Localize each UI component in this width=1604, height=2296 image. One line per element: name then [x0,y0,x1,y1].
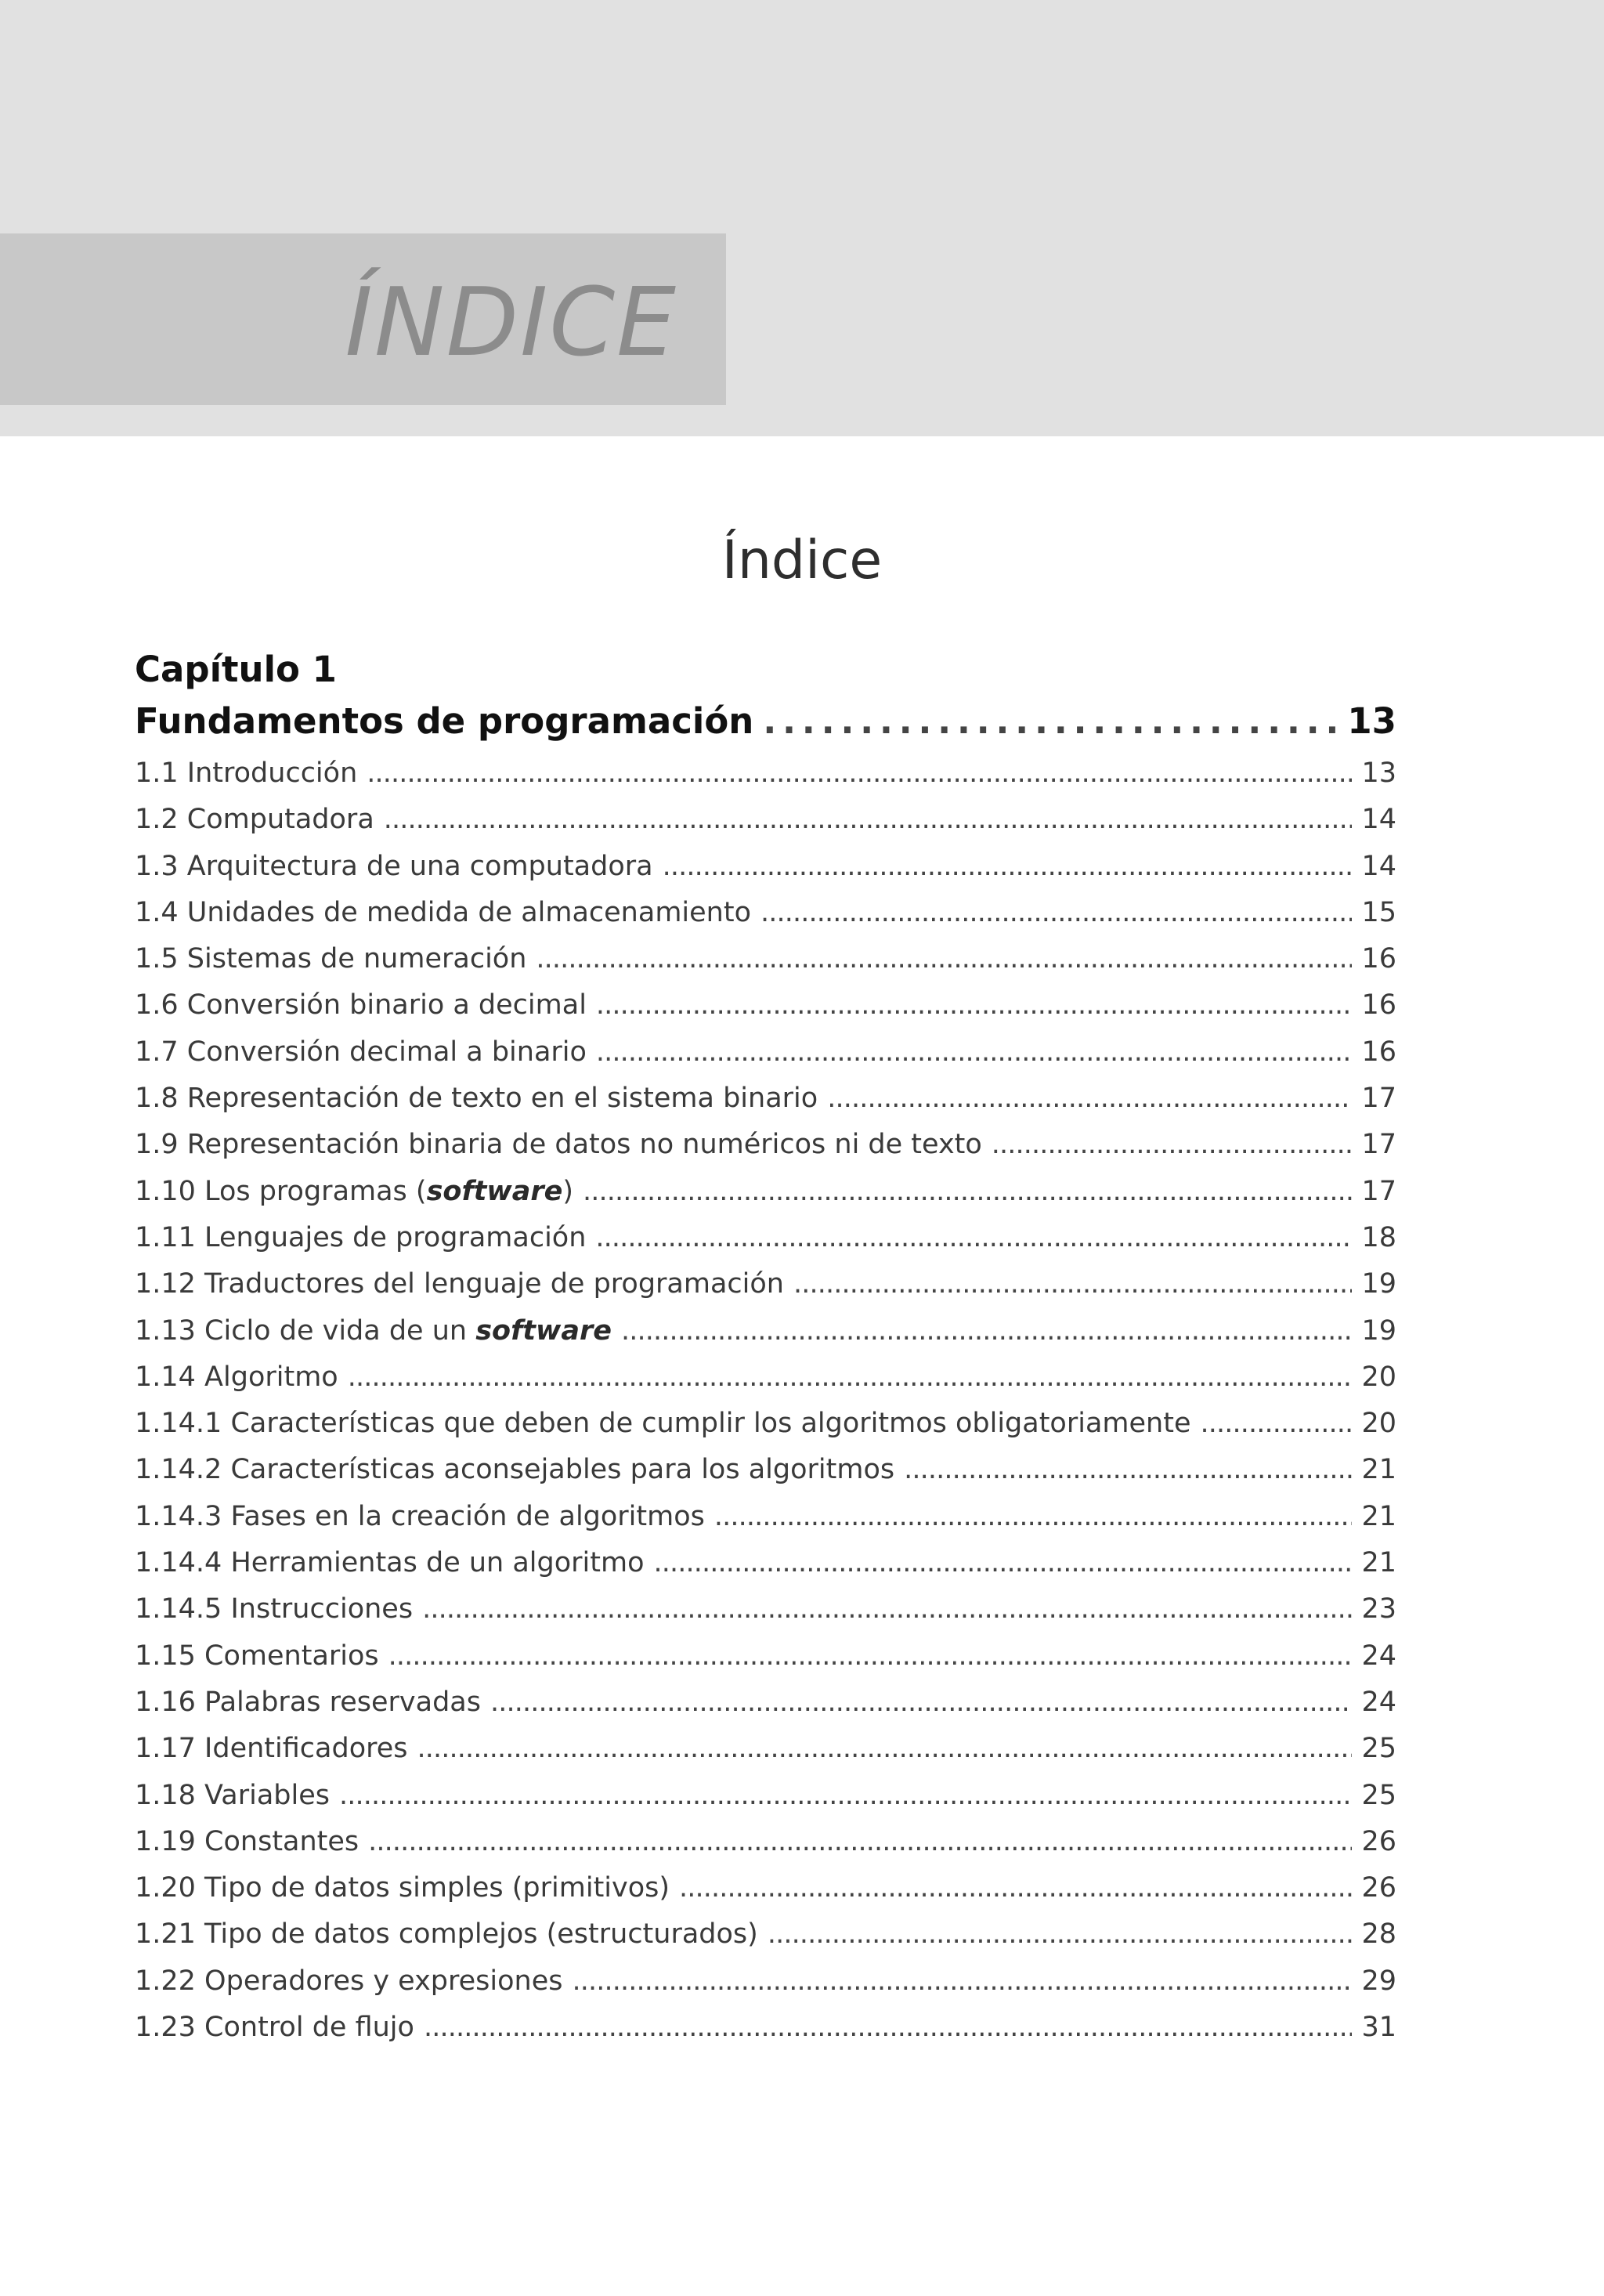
dot-leader [348,1354,1352,1401]
toc-entry-title: 1.9 Representación binaria de datos no numéricos ni de texto [135,1129,982,1161]
toc-entry-title-before: 1.13 Ciclo de vida de un [135,1314,476,1347]
toc-entry-title [135,1308,612,1354]
chapter-number: Capítulo 1 [135,649,337,690]
toc-entry-title: 1.7 Conversión decimal a binario [135,1036,587,1068]
dot-leader [573,1958,1353,2005]
toc-entry-title-emphasis: software [426,1175,563,1207]
dot-leader [384,797,1352,843]
toc-entry-title-before: 1.10 Los programas ( [135,1175,427,1207]
toc-entry-title: 1.21 Tipo de datos complejos (estructurados) [135,1918,758,1951]
toc-entry[interactable] [135,750,1396,797]
toc-entry-page: 19 [1361,1268,1396,1300]
toc-entry[interactable] [135,1958,1396,2005]
dot-leader [490,1680,1352,1726]
dot-leader [388,1633,1352,1680]
toc-entry-title: 1.14.2 Características aconsejables para los algoritmos [135,1454,895,1486]
table-of-contents [135,644,1396,2051]
toc-entry[interactable] [135,1447,1396,1493]
toc-entry-title: 1.16 Palabras reservadas [135,1686,481,1718]
dot-leader [904,1447,1352,1493]
dot-leader [714,1494,1352,1540]
toc-entry-title: 1.14.1 Características que deben de cumplir los algoritmos obligatoriamente [135,1408,1191,1440]
dot-leader [595,1215,1352,1261]
dot-leader [422,1586,1352,1633]
toc-entry[interactable] [135,1029,1396,1076]
toc-entry[interactable] [135,1354,1396,1401]
toc-entry[interactable] [135,1401,1396,1447]
toc-entry[interactable] [135,1726,1396,1772]
dot-leader [583,1169,1352,1215]
toc-entry-title: 1.17 Identificadores [135,1733,408,1765]
toc-entry-page: 24 [1361,1686,1396,1718]
toc-entry-title-emphasis: software [475,1314,612,1347]
toc-entry[interactable] [135,1680,1396,1726]
toc-entry-page: 25 [1361,1779,1396,1811]
dot-leader [768,1911,1352,1958]
toc-entry-title: 1.2 Computadora [135,804,374,836]
toc-entry[interactable] [135,844,1396,890]
toc-entry-title [135,1169,573,1215]
dot-leader [793,1261,1352,1307]
dot-leader [367,750,1352,797]
toc-entry-title: 1.14.3 Fases en la creación de algoritmos [135,1500,705,1532]
toc-entry-title: 1.6 Conversión binario a decimal [135,989,587,1021]
toc-entry-page: 29 [1361,1965,1396,1997]
dot-leader [417,1726,1352,1772]
toc-entry-title: 1.3 Arquitectura de una computadora [135,850,653,882]
toc-entry-page: 16 [1361,1036,1396,1068]
toc-entry[interactable] [135,982,1396,1029]
toc-entry-page: 26 [1361,1872,1396,1904]
toc-entry[interactable] [135,797,1396,843]
toc-entry[interactable] [135,1169,1396,1215]
dot-leader [679,1865,1352,1911]
toc-entry-title: 1.4 Unidades de medida de almacenamiento [135,896,751,928]
dot-leader [596,982,1352,1029]
toc-entry-page: 16 [1361,943,1396,975]
toc-entry-page: 25 [1361,1733,1396,1765]
toc-entry-title-after: ) [562,1175,574,1207]
toc-entry-page: 21 [1361,1500,1396,1532]
toc-entry-page: 28 [1361,1918,1396,1951]
dot-leader [654,1540,1353,1586]
dot-leader [339,1773,1352,1819]
toc-entry-title: 1.19 Constantes [135,1825,359,1857]
header-label: ÍNDICE [345,269,677,378]
toc-entry-title: 1.14.4 Herramientas de un algoritmo [135,1547,645,1579]
toc-entry-title: 1.18 Variables [135,1779,330,1811]
dot-leader [536,936,1352,982]
toc-entry-page: 18 [1361,1221,1396,1253]
toc-entry-page: 21 [1361,1547,1396,1579]
toc-entry[interactable] [135,1819,1396,1865]
toc-entry-page: 26 [1361,1825,1396,1857]
toc-entry[interactable] [135,1076,1396,1122]
dot-leader [763,696,1338,747]
toc-entry-title: 1.23 Control de flujo [135,2012,414,2044]
toc-entry-title: 1.11 Lenguajes de programación [135,1221,587,1253]
toc-entry[interactable] [135,1773,1396,1819]
toc-entry[interactable] [135,1215,1396,1261]
toc-entry-title: 1.1 Introducción [135,757,358,789]
toc-entry-title: 1.22 Operadores y expresiones [135,1965,563,1997]
toc-entry[interactable] [135,1911,1396,1958]
toc-entry-page: 16 [1361,989,1396,1021]
header-tab [0,233,726,405]
toc-entry[interactable] [135,1633,1396,1680]
toc-entry-page: 13 [1361,757,1396,789]
toc-entry-page: 15 [1361,896,1396,928]
toc-entry-title: 1.14 Algoritmo [135,1361,338,1393]
toc-entry-title: 1.8 Representación de texto en el sistema binario [135,1083,818,1115]
toc-entry-page: 20 [1361,1361,1396,1393]
toc-entry[interactable] [135,1586,1396,1633]
toc-entry-title: 1.12 Traductores del lenguaje de programación [135,1268,784,1300]
toc-entry-title: 1.15 Comentarios [135,1640,379,1672]
dot-leader [368,1819,1352,1865]
toc-entry-page: 14 [1361,804,1396,836]
dot-leader [992,1122,1352,1168]
dot-leader [1200,1401,1352,1447]
toc-entry[interactable] [135,2005,1396,2051]
toc-entry-title: 1.5 Sistemas de numeración [135,943,527,975]
toc-entry-page: 14 [1361,850,1396,882]
dot-leader [760,890,1352,936]
toc-entry[interactable] [135,1540,1396,1586]
chapter-entry[interactable] [135,696,1396,747]
toc-entry[interactable] [135,890,1396,936]
toc-entry-page: 24 [1361,1640,1396,1672]
toc-entry-title: 1.20 Tipo de datos simples (primitivos) [135,1872,670,1904]
toc-entry-page: 31 [1361,2012,1396,2044]
toc-entry-page: 17 [1361,1129,1396,1161]
toc-entry[interactable] [135,1865,1396,1911]
toc-entry-page: 21 [1361,1454,1396,1486]
toc-entry[interactable] [135,1308,1396,1354]
dot-leader [663,844,1352,890]
page-title: Índice [721,530,883,591]
chapter-title: Fundamentos de programación [135,700,754,742]
toc-entry[interactable] [135,1494,1396,1540]
toc-entry-page: 19 [1361,1314,1396,1347]
dot-leader [827,1076,1352,1122]
dot-leader [424,2005,1352,2051]
toc-entry[interactable] [135,1261,1396,1307]
toc-entry[interactable] [135,1122,1396,1168]
dot-leader [621,1308,1352,1354]
toc-entry-page: 20 [1361,1408,1396,1440]
toc-entries [135,750,1396,2051]
toc-entry-page: 23 [1361,1593,1396,1625]
toc-entry-page: 17 [1361,1175,1396,1207]
chapter-page-number: 13 [1347,700,1396,742]
toc-entry-page: 17 [1361,1083,1396,1115]
toc-entry[interactable] [135,936,1396,982]
toc-entry-title: 1.14.5 Instrucciones [135,1593,414,1625]
dot-leader [596,1029,1352,1076]
